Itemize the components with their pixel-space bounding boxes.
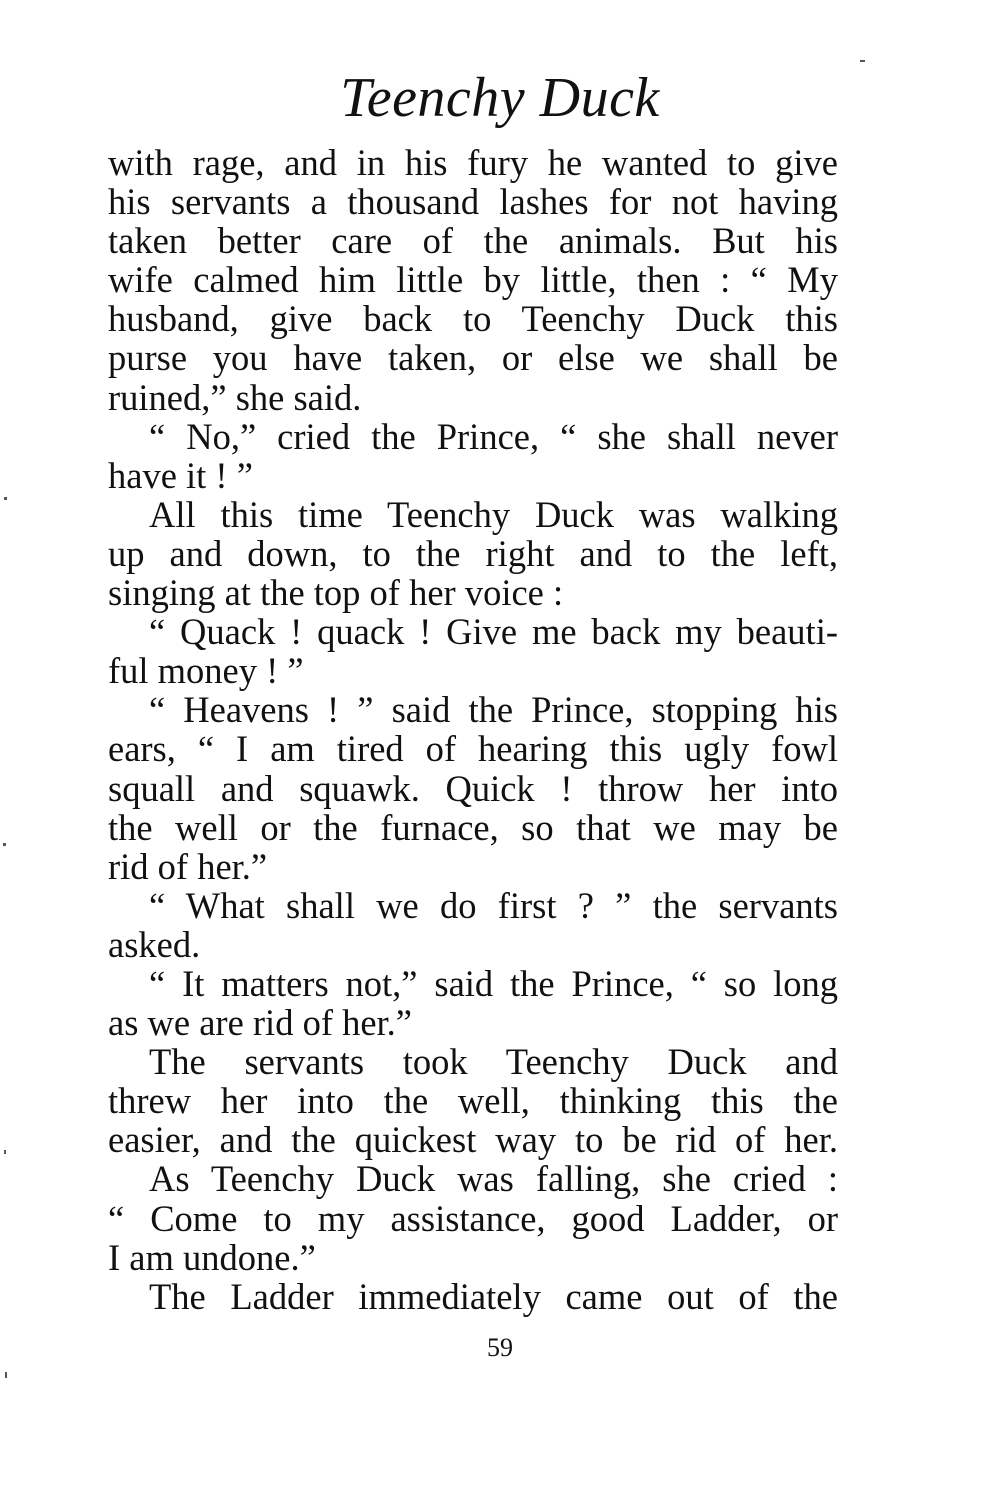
scan-speck bbox=[5, 1372, 7, 1378]
text-line: as we are rid of her.” bbox=[108, 1002, 413, 1044]
text-line: easier, and the quickest way to be rid of her. bbox=[108, 1119, 838, 1161]
text-line: “ It matters not,” said the Prince, “ so long bbox=[149, 962, 838, 1004]
text-line: have it ! ” bbox=[108, 454, 253, 496]
text-line: The Ladder immediately came out of the bbox=[149, 1275, 838, 1317]
text-line: the well or the furnace, so that we may be bbox=[108, 806, 838, 848]
text-line: rid of her.” bbox=[108, 845, 268, 887]
text-line: husband, give back to Teenchy Duck this bbox=[108, 298, 838, 340]
text-line: As Teenchy Duck was falling, she cried : bbox=[149, 1158, 838, 1200]
text-line: his servants a thousand lashes for not having bbox=[108, 181, 838, 223]
scan-speck bbox=[3, 843, 6, 846]
text-line: up and down, to the right and to the left, bbox=[108, 532, 838, 574]
text-line: purse you have taken, or else we shall be bbox=[108, 337, 838, 379]
page-number: 59 bbox=[487, 1333, 513, 1362]
text-line: I am undone.” bbox=[108, 1236, 316, 1278]
text-line: ruined,” she said. bbox=[108, 376, 362, 418]
text-line: All this time Teenchy Duck was walking bbox=[149, 493, 838, 535]
text-line: wife calmed him little by little, then : “ My bbox=[108, 259, 838, 301]
text-line: squall and squawk. Quick ! throw her into bbox=[108, 767, 838, 809]
text-line: The servants took Teenchy Duck and bbox=[149, 1041, 838, 1083]
scan-speck bbox=[860, 60, 865, 62]
running-title: Teenchy Duck bbox=[340, 67, 660, 129]
body-text bbox=[108, 143, 838, 1316]
text-line: threw her into the well, thinking this the bbox=[108, 1080, 838, 1122]
text-line: taken better care of the animals. But his bbox=[108, 220, 838, 262]
text-line: “ What shall we do first ? ” the servants bbox=[149, 884, 838, 926]
text-line: “ Come to my assistance, good Ladder, or bbox=[108, 1197, 838, 1239]
scan-speck bbox=[4, 1150, 6, 1154]
text-line: ful money ! ” bbox=[108, 650, 304, 692]
text-line: singing at the top of her voice : bbox=[108, 572, 564, 614]
text-line: ears, “ I am tired of hearing this ugly fowl bbox=[108, 728, 838, 770]
text-line: with rage, and in his fury he wanted to give bbox=[108, 142, 838, 183]
text-line: “ Quack ! quack ! Give me back my beauti- bbox=[149, 611, 838, 653]
scan-speck bbox=[4, 497, 7, 500]
text-line: “ No,” cried the Prince, “ she shall never bbox=[149, 415, 838, 457]
text-line: “ Heavens ! ” said the Prince, stopping his bbox=[149, 689, 838, 731]
text-line: asked. bbox=[108, 923, 201, 965]
